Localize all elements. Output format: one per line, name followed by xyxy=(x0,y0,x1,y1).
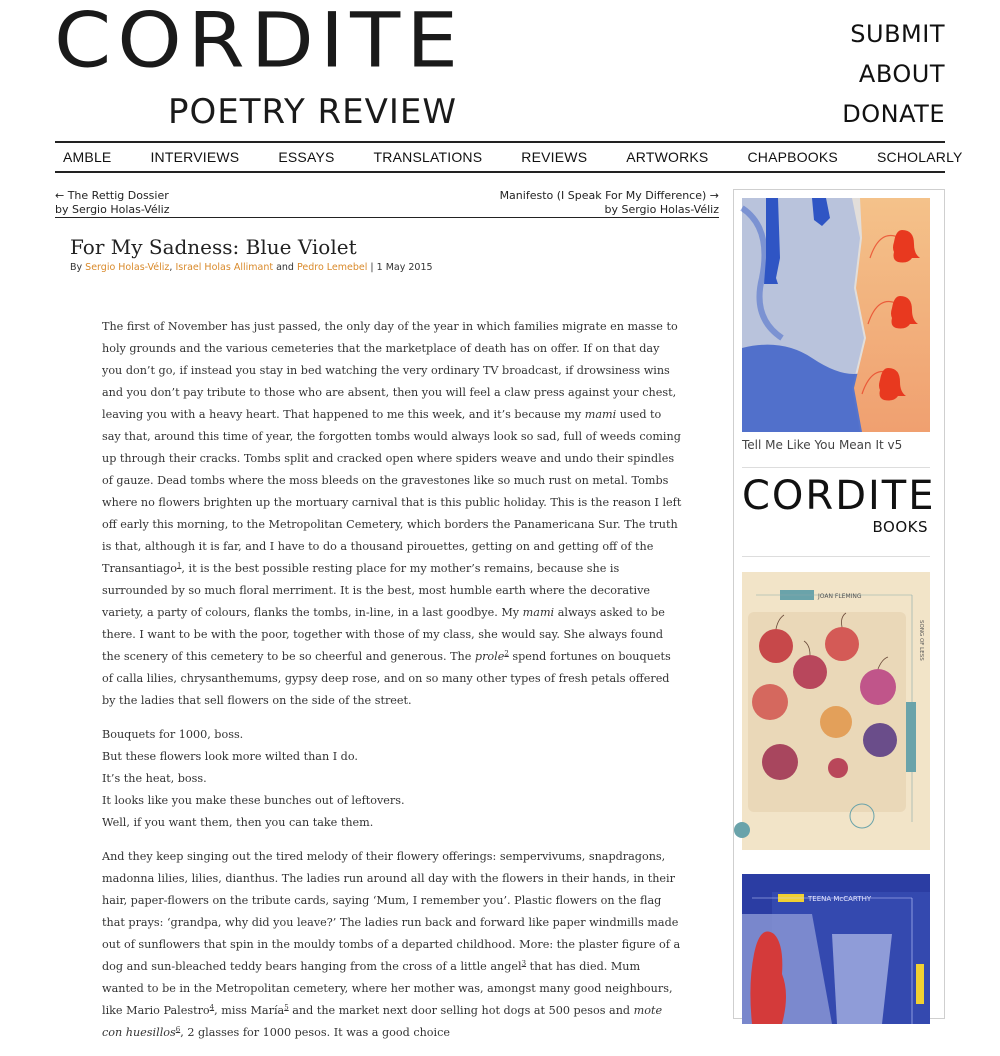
nav-item-scholarly[interactable]: SCHOLARLY xyxy=(876,149,963,165)
next-post-link[interactable] xyxy=(500,189,719,217)
paragraph-1: The first of November has just passed, the only day of the year in which families migrate en masse to holy grounds and the various cemeteries that the marketplace of death has on offer. If on that day you don’t go, if instead you stay in bed watching the very ordinary TV broadcast, if drowsiness wins and you don’t pay tribute to those who are absent, then you will feel a claw press against your chest, leaving you with a heavy heart. That happened to me this week, and it’s because my mami used to say that, around this time of year, the forgotten tombs would always look so sad, full of weeds coming up through their cracks. Tombs split and cracked open where spiders weave and undo their spindles of gauze. Dead tombs where the moss bleeds on the gravestones like so much rust on metal. Tombs where no flowers brighten up the mortuary carnival that is this public holiday. This is the reason I left off early this morning, to the Metropolitan Cemetery, which borders the Panamericana Sur. The truth is that, although it is far, and I have to do a thousand pirouettes, getting on and getting off of the Transantiago$^1$, it is the best possible resting place for my mother’s remains, because she is surrounded by so much floral merriment. It is the best, most humble earth where the decorative variety, a party of colours, flanks the tombs, in-line, in a last goodbye. My mami always asked to be there. I want to be with the poor, together with those of my class, she would say. She always found the scenery of this cemetery to be so cheerful and generous. The prole$^2$ spend fortunes on bouquets of calla lilies, chrysanthemums, gypsy deep rose, and on so many other types of fresh petals offered by the ladies that sell flowers on the side of the street. xyxy=(102,320,682,707)
dialogue-line: Well, if you want them, then you can take them. xyxy=(102,816,374,829)
book1-author: JOAN FLEMING xyxy=(818,593,862,600)
nav-item-artworks[interactable]: ARTWORKS xyxy=(626,149,709,165)
dialogue-line: It’s the heat, boss. xyxy=(102,772,207,785)
book1-title: SONG OF LESS xyxy=(918,620,924,661)
book-cover-song-of-less[interactable] xyxy=(742,572,930,850)
book-cover-teena-mccarthy[interactable] xyxy=(742,874,930,1024)
book2-author: TEENA McCARTHY xyxy=(808,895,872,903)
submit-link[interactable]: SUBMIT xyxy=(850,20,945,48)
cordite-books-logo[interactable]: CORDITE xyxy=(742,473,936,519)
byline-by: By xyxy=(70,262,83,273)
donate-link[interactable]: DONATE xyxy=(842,100,945,128)
nav-item-reviews[interactable]: REVIEWS xyxy=(521,149,588,165)
top-links xyxy=(842,14,945,134)
sidebar-divider xyxy=(742,467,930,468)
article-body xyxy=(102,316,682,1056)
nav-item-essays[interactable]: ESSAYS xyxy=(278,149,335,165)
dialogue-line: Bouquets for 1000, boss. xyxy=(102,728,244,741)
paragraph-3: And they keep singing out the tired melody of their flowery offerings: sempervivums, snapdragons, madonna lilies, lilies, dianthus. The ladies run around all day with the flowers in their hands, in their hair, paper-flowers on the tribute cards, saying ‘Mum, I remember you’. Plastic flowers on the flag that prays: ‘grandpa, why did you leave?’ The ladies run back and forward like paper windmills made out of sunflowers that spin in the mouldy tombs of a departed childhood. More: the plaster figure of a dog and sun-bleached teddy bears hanging from the cross of a little angel$^3$ that has died. Mum wanted to be in the Metropolitan cemetery, where her mother was, amongst many good neighbours, like Mario Palestro$^4$, miss María$^5$ and the market next door selling hot dogs at 500 pesos and mote con huesillos$^6$, 2 glasses for 1000 pesos. It was a good choice xyxy=(102,850,681,1039)
sidebar-ad-caption[interactable]: Tell Me Like You Mean It v5 xyxy=(742,438,903,452)
about-link[interactable]: ABOUT xyxy=(858,60,945,88)
footnote-link-2[interactable]: 2 xyxy=(504,649,509,658)
sidebar xyxy=(733,189,945,1019)
author-link-3[interactable]: Pedro Lemebel xyxy=(297,262,368,273)
cordite-books-subtitle: BOOKS xyxy=(872,518,928,536)
sidebar-ad-artwork[interactable] xyxy=(742,198,930,432)
prev-post-author: by Sergio Holas-Véliz xyxy=(55,203,170,216)
post-date: 1 May 2015 xyxy=(376,262,433,273)
next-post-title: Manifesto (I Speak For My Difference) → xyxy=(499,189,719,202)
footnote-link-1[interactable]: 1 xyxy=(176,561,182,570)
author-link-1[interactable]: Sergio Holas-Véliz xyxy=(85,262,170,273)
sidebar-divider xyxy=(742,556,930,557)
footnote-link-4[interactable]: 4 xyxy=(209,1003,215,1012)
site-logo[interactable]: CORDITE xyxy=(54,0,464,85)
nav-item-translations[interactable]: TRANSLATIONS xyxy=(373,149,483,165)
next-post-author: by Sergio Holas-Véliz xyxy=(604,203,719,216)
byline-and: and xyxy=(276,262,294,273)
dialogue-line: But these flowers look more wilted than I do. xyxy=(102,750,358,763)
main-nav xyxy=(55,141,963,173)
nav-item-chapbooks[interactable]: CHAPBOOKS xyxy=(747,149,838,165)
footnote-link-5[interactable]: 5 xyxy=(284,1003,289,1012)
author-link-2[interactable]: Israel Holas Allimant xyxy=(175,262,274,273)
nav-item-interviews[interactable]: INTERVIEWS xyxy=(150,149,240,165)
byline: By Sergio Holas-Véliz, Israel Holas Allimant and Pedro Lemebel | 1 May 2015 xyxy=(70,262,433,273)
dialogue-block xyxy=(102,724,682,834)
prev-post-title: ← The Rettig Dossier xyxy=(55,189,169,202)
footnote-link-6[interactable]: 6 xyxy=(175,1025,181,1034)
post-title: For My Sadness: Blue Violet xyxy=(70,235,357,259)
footnote-link-3[interactable]: 3 xyxy=(521,959,527,968)
site-subtitle: POETRY REVIEW xyxy=(168,92,458,132)
prev-post-link[interactable] xyxy=(55,189,170,217)
dialogue-line: It looks like you make these bunches out of leftovers. xyxy=(102,794,405,807)
nav-item-amble[interactable]: AMBLE xyxy=(63,149,112,165)
post-navigation xyxy=(55,189,719,218)
